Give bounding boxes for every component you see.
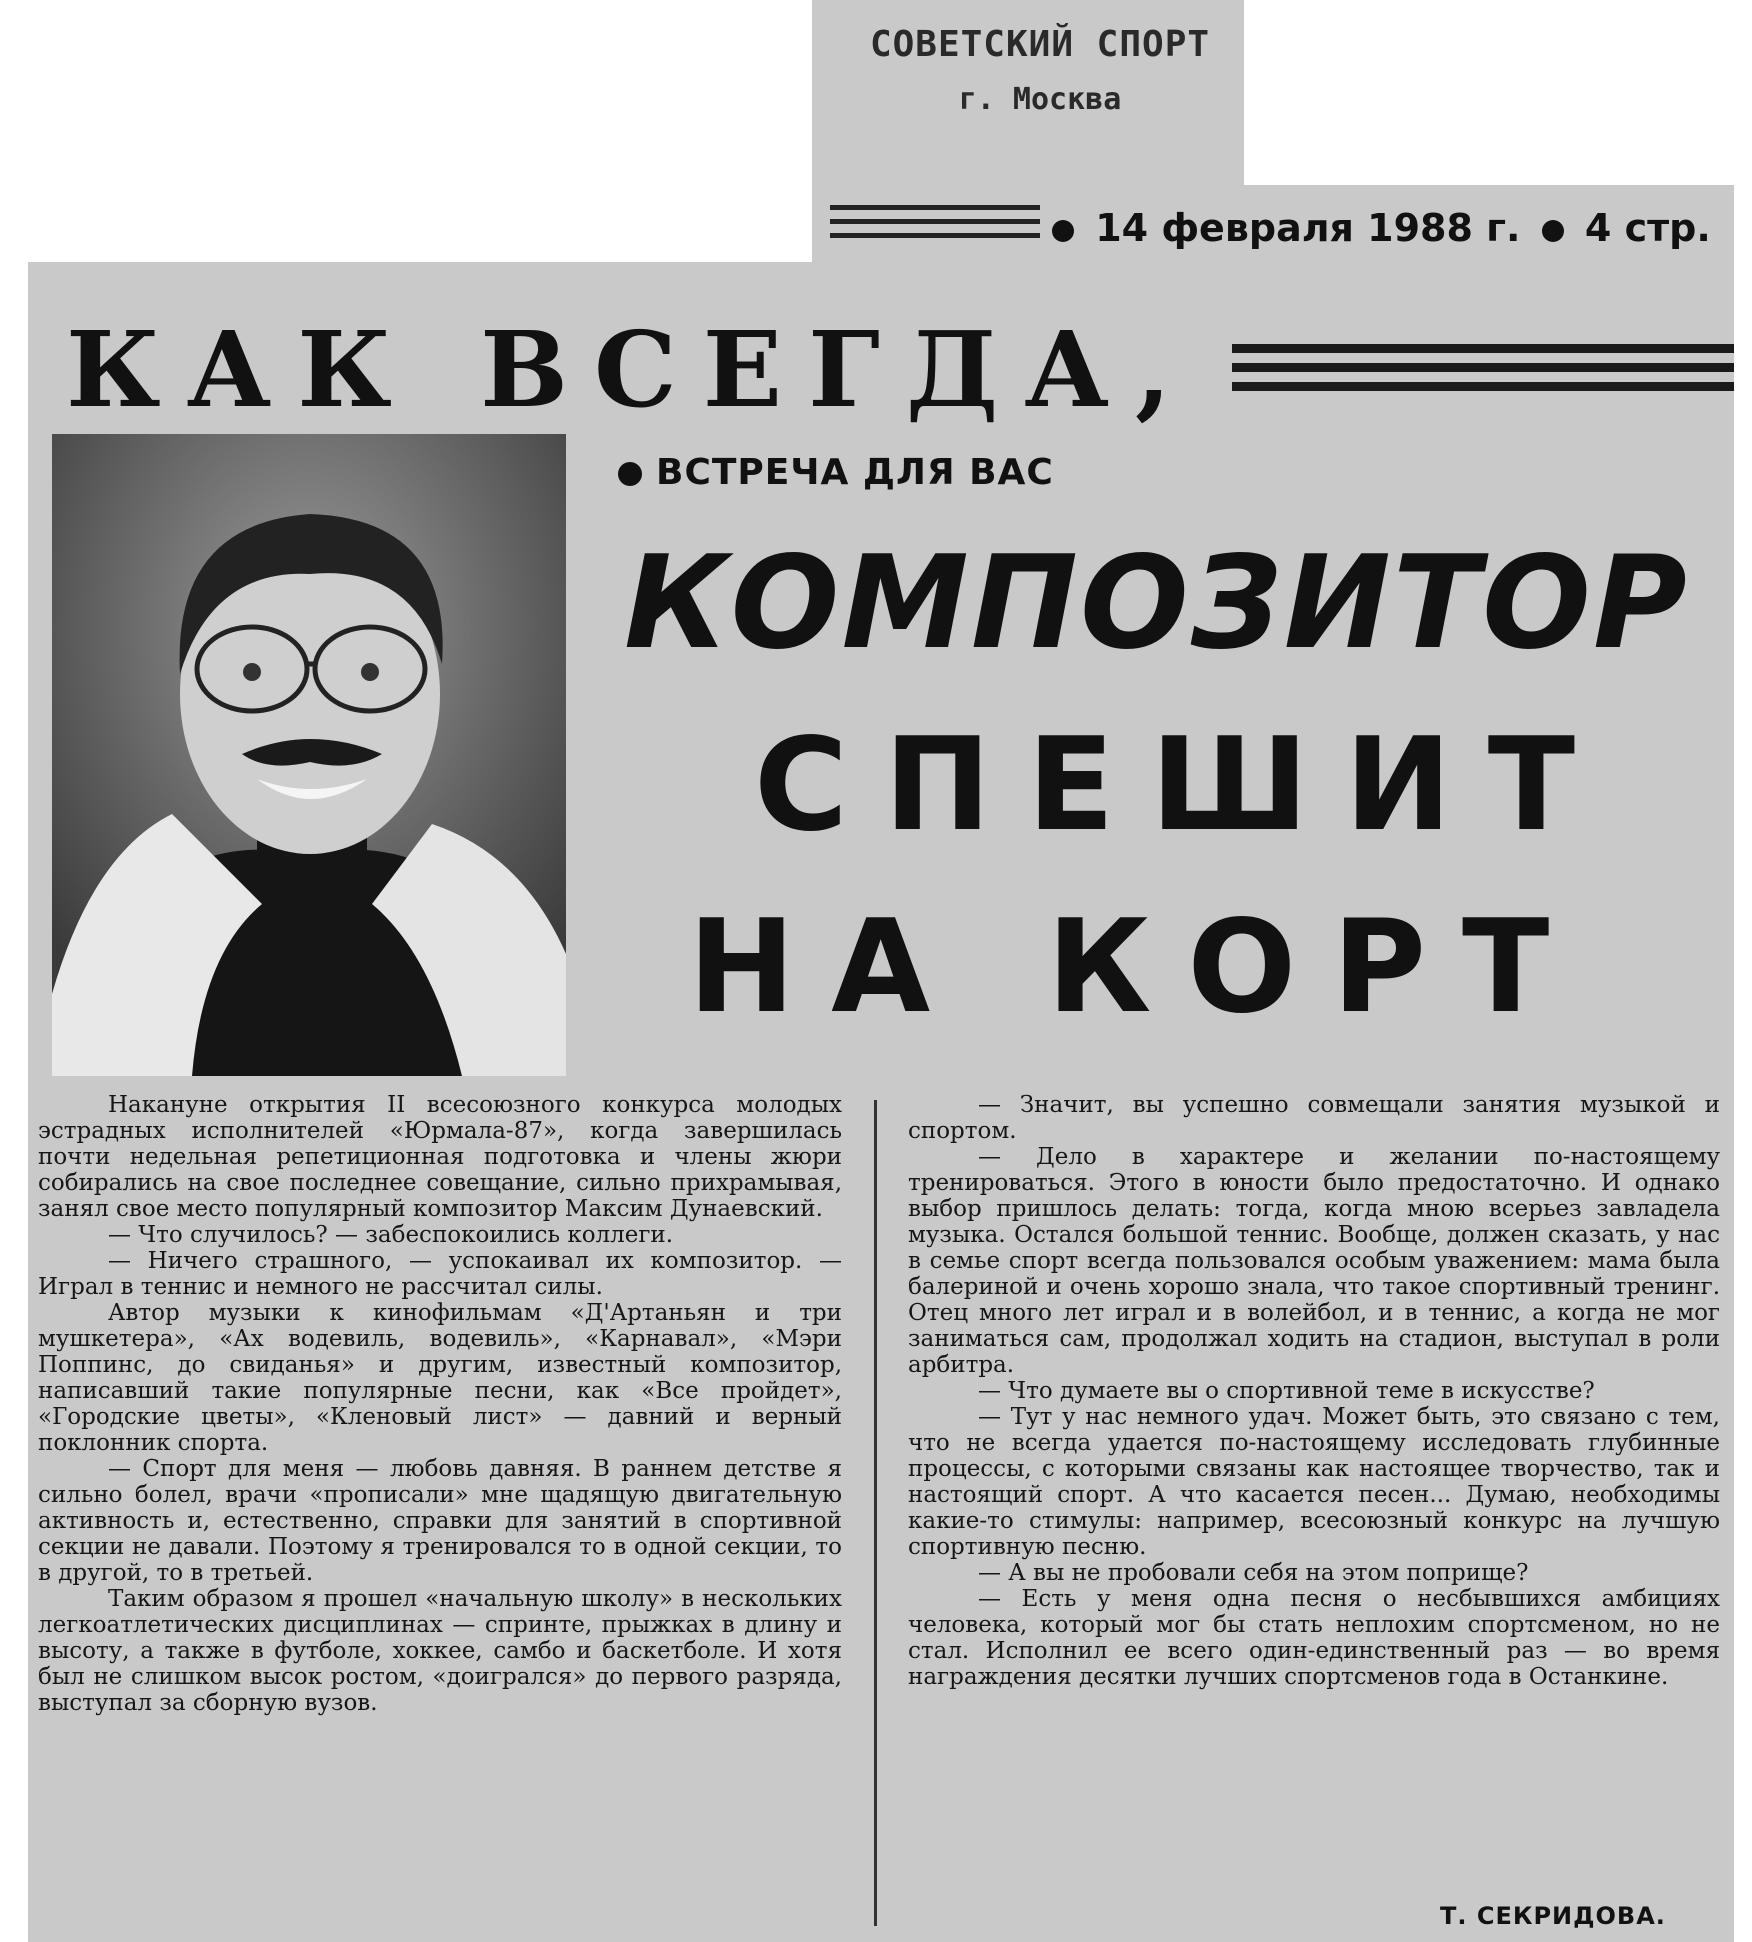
paragraph: — Ничего страшного, — успокаивал их композитор. — Играл в теннис и немного не рассчитал силы. xyxy=(38,1248,842,1300)
rubric xyxy=(618,452,1054,493)
stamp-title: СОВЕТСКИЙ СПОРТ xyxy=(869,24,1211,65)
paragraph: — Значит, вы успешно совмещали занятия музыкой и спортом. xyxy=(908,1092,1720,1144)
bullet-icon xyxy=(1052,220,1074,242)
portrait-photo xyxy=(52,434,566,1076)
kicker-rules xyxy=(1232,344,1734,401)
rubric-label: ВСТРЕЧА ДЛЯ ВАС xyxy=(656,452,1054,493)
page-number: 4 стр. xyxy=(1584,206,1711,250)
dateline xyxy=(1044,206,1711,250)
newspaper-stamp xyxy=(860,22,1220,119)
article-headline xyxy=(590,529,1720,1042)
paragraph: — Тут у нас немного удач. Может быть, это связано с тем, что не всегда удается по-настоящему исследовать глубинные процессы, с которыми связаны как настоящее творчество, так и настоящий спорт. А что касается песен... Думаю, необходимы какие-то стимулы: например, всесоюзный конкурс на лучшую спортивную песню. xyxy=(908,1404,1720,1560)
article-column-right xyxy=(908,1092,1720,1690)
article-column-left xyxy=(38,1092,842,1716)
stamp-city: г. Москва xyxy=(958,82,1122,117)
paragraph: — Спорт для меня — любовь давняя. В раннем детстве я сильно болел, врачи «прописали» мне щадящую двигательную активность и, естественно, справки для занятий в спортивной секции не давали. Поэтому я тренировался то в одной секции, то в другой, то в третьей. xyxy=(38,1456,842,1586)
column-divider xyxy=(874,1100,877,1926)
headline-line-1: КОМПОЗИТОР xyxy=(624,529,1689,678)
issue-date: 14 февраля 1988 г. xyxy=(1095,206,1521,250)
paragraph: Таким образом я прошел «начальную школу» в нескольких легкоатлетических дисциплинах — спринте, прыжках в длину и высоту, а также в футболе, хоккее, самбо и баскетболе. И хотя был не слишком высок ростом, «доигрался» до первого разряда, выступал за сборную вузов. xyxy=(38,1586,842,1716)
paragraph: — Что думаете вы о спортивной теме в искусстве? xyxy=(978,1378,1595,1404)
bullet-icon xyxy=(1542,220,1564,242)
bullet-icon xyxy=(618,462,642,486)
author-byline: Т. СЕКРИДОВА. xyxy=(1440,1902,1666,1930)
paragraph: Накануне открытия II всесоюзного конкурса молодых эстрадных исполнителей «Юрмала-87», когда завершилась почти недельная репетиционная подготовка и члены жюри собирались на свое последнее совещание, сильно прихрамывая, занял свое место популярный композитор Максим Дунаевский. xyxy=(38,1092,842,1222)
paragraph: — Есть у меня одна песня о несбывшихся амбициях человека, который мог бы стать неплохим спортсменом, но не стал. Исполнил ее всего один-единственный раз — во время награждения десятки лучших спортсменов года в Останкине. xyxy=(908,1586,1720,1690)
paragraph: — Что случилось? — забеспокоились коллеги. xyxy=(108,1222,674,1248)
date-rules xyxy=(830,205,1040,247)
paragraph: Автор музыки к кинофильмам «Д'Артаньян и три мушкетера», «Ах водевиль, водевиль», «Карнавал», «Мэри Поппинс, до свиданья» и другим, известный композитор, написавший такие популярные песни, как «Все пройдет», «Городские цветы», «Кленовый лист» — давний и верный поклонник спорта. xyxy=(38,1300,842,1456)
paragraph: — Дело в характере и желании по-настоящему тренироваться. Этого в юности было предостаточно. И однако выбор пришлось делать: тогда, когда мною всерьез завладела музыка. Остался большой теннис. Вообще, должен сказать, у нас в семье спорт всегда пользовался особым уважением: мама была балериной и очень хорошо знала, что такое спортивный тренинг. Отец много лет играл и в волейбол, и в теннис, а когда не мог заниматься сам, продолжал ходить на стадион, выступал в роли арбитра. xyxy=(908,1144,1720,1378)
headline-line-3: НА КОРТ xyxy=(688,893,1586,1042)
paragraph: — А вы не пробовали себя на этом поприще? xyxy=(978,1560,1529,1586)
headline-line-2: СПЕШИТ xyxy=(754,711,1612,860)
portrait-image xyxy=(52,434,566,1076)
section-kicker: КАК ВСЕГДА, xyxy=(66,308,1198,431)
